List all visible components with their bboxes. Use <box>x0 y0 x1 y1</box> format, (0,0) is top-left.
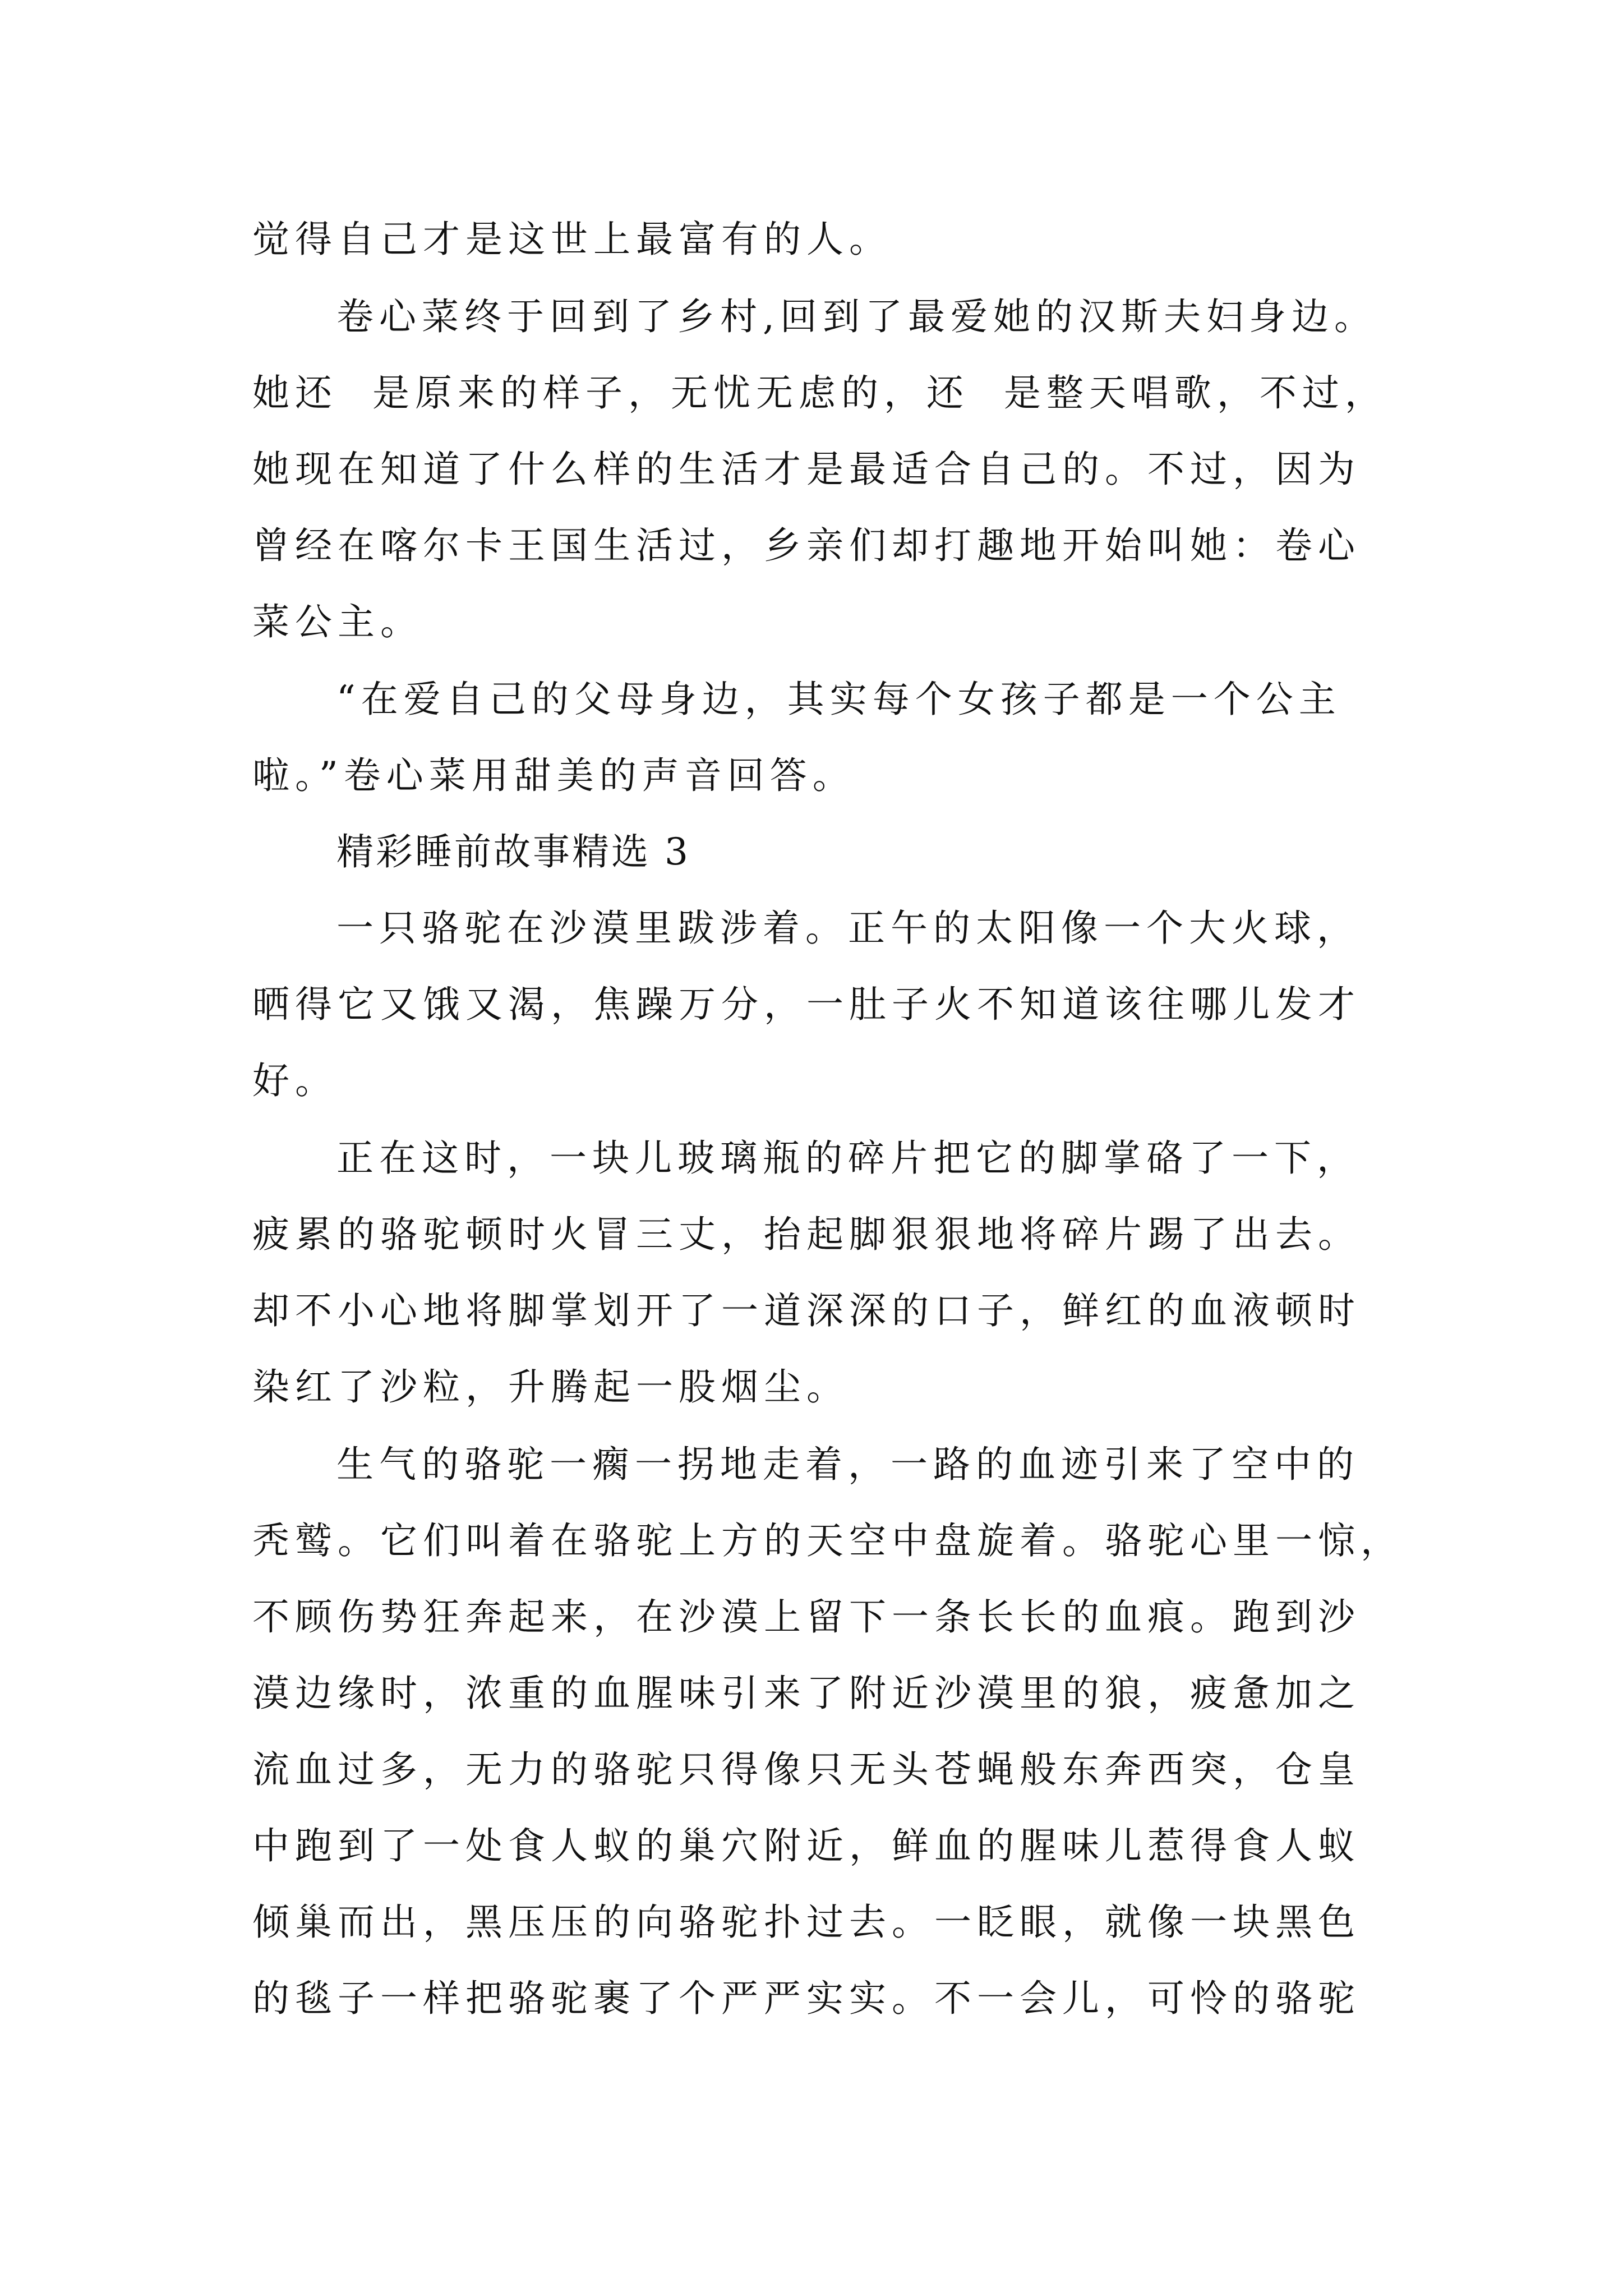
text-line: 她还 是原来的样子，无忧无虑的，还 是整天唱歌，不过， <box>252 371 1387 415</box>
paragraph-first-line: 一只骆驼在沙漠里跋涉着。正午的太阳像一个大火球， <box>336 907 1359 950</box>
paragraph-first-line: 卷心菜终于回到了乡村,回到了最爱她的汉斯夫妇身边。 <box>336 295 1377 338</box>
text-line: 菜公主。 <box>252 600 423 643</box>
paragraph-first-line: 生气的骆驼一瘸一拐地走着，一路的血迹引来了空中的 <box>336 1443 1359 1486</box>
text-line: 好。 <box>252 1059 338 1102</box>
text-line: 中跑到了一处食人蚁的巢穴附近，鲜血的腥味儿惹得食人蚁 <box>252 1824 1361 1867</box>
text-line: 晒得它又饿又渴，焦躁万分，一肚子火不知道该往哪儿发才 <box>252 983 1361 1026</box>
text-line: 的毯子一样把骆驼裹了个严严实实。不一会儿，可怜的骆驼 <box>252 1977 1361 2020</box>
text-line: 流血过多，无力的骆驼只得像只无头苍蝇般东奔西突，仓皇 <box>252 1748 1361 1791</box>
text-line: 倾巢而出，黑压压的向骆驼扑过去。一眨眼，就像一块黑色 <box>252 1901 1361 1944</box>
text-line: 疲累的骆驼顿时火冒三丈，抬起脚狠狠地将碎片踢了出去。 <box>252 1213 1361 1256</box>
text-line: 染红了沙粒，升腾起一股烟尘。 <box>252 1365 849 1409</box>
text-line: 她现在知道了什么样的生活才是最适合自己的。不过，因为 <box>252 448 1361 491</box>
section-heading: 精彩睡前故事精选 3 <box>336 830 690 873</box>
paragraph-first-line: “在爱自己的父母身边，其实每个女孩子都是一个公主 <box>336 678 1341 721</box>
text-line: 曾经在喀尔卡王国生活过，乡亲们却打趣地开始叫她：卷心 <box>252 524 1361 567</box>
text-line: 不顾伤势狂奔起来，在沙漠上留下一条长长的血痕。跑到沙 <box>252 1595 1361 1639</box>
text-line: 啦。”卷心菜用甜美的声音回答。 <box>252 754 855 797</box>
paragraph-first-line: 正在这时，一块儿玻璃瓶的碎片把它的脚掌硌了一下， <box>336 1137 1359 1180</box>
text-line: 觉得自己才是这世上最富有的人。 <box>252 218 892 261</box>
text-line: 却不小心地将脚掌划开了一道深深的口子，鲜红的血液顿时 <box>252 1289 1361 1332</box>
text-line: 秃鹫。它们叫着在骆驼上方的天空中盘旋着。骆驼心里一惊， <box>252 1519 1403 1562</box>
text-line: 漠边缘时，浓重的血腥味引来了附近沙漠里的狼，疲惫加之 <box>252 1672 1361 1715</box>
